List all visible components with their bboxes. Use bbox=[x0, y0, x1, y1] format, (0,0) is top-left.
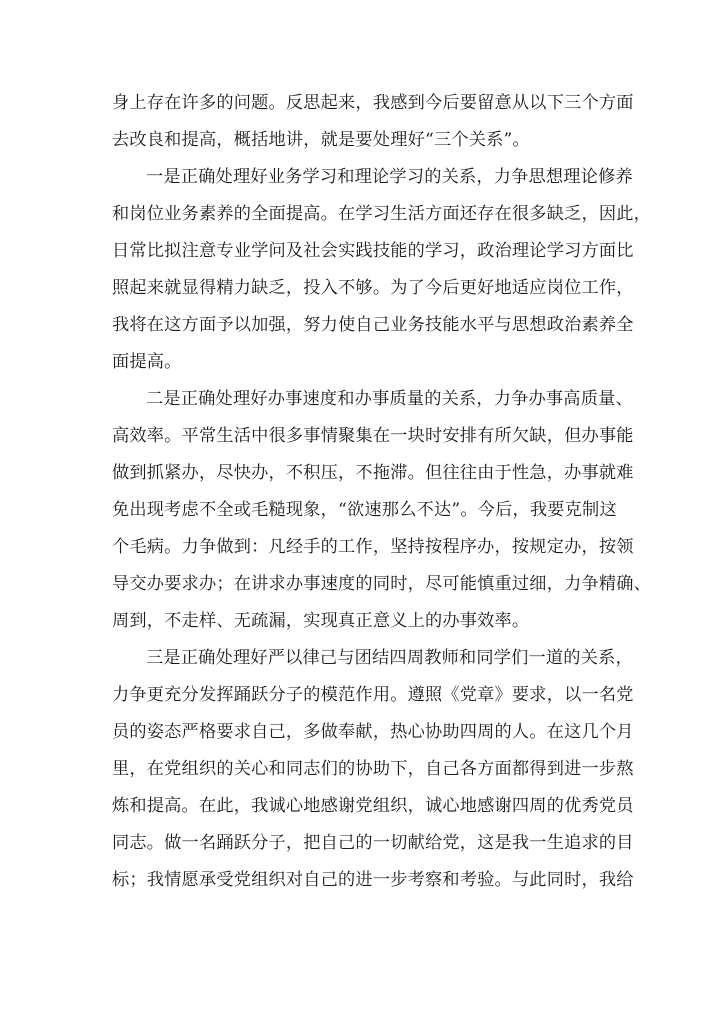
text-line: 同志。做一名踊跃分子，把自己的一切献给党，这是我一生追求的目 bbox=[112, 833, 634, 853]
text-line: 做到抓紧办，尽快办，不积压，不拖滞。但往往由于性急，办事就难 bbox=[112, 463, 634, 483]
text-line: 面提高。 bbox=[112, 352, 182, 372]
text-line: 导交办要求办；在讲求办事速度的同时，尽可能慎重过细，力争精确、 bbox=[112, 574, 652, 594]
text-line: 力争更充分发挥踊跃分子的模范作用。遵照《党章》要求，以一名党 bbox=[112, 685, 634, 705]
text-line: 炼和提高。在此，我诚心地感谢党组织，诚心地感谢四周的优秀党员 bbox=[112, 796, 634, 816]
text-line: 高效率。平常生活中很多事情聚集在一块时安排有所欠缺，但办事能 bbox=[112, 426, 634, 446]
text-line: 标；我情愿承受党组织对自己的进一步考察和考验。与此同时，我给 bbox=[112, 870, 634, 890]
text-line: 周到，不走样、无疏漏，实现真正意义上的办事效率。 bbox=[112, 611, 530, 631]
text-line: 日常比拟注意专业学问及社会实践技能的学习，政治理论学习方面比 bbox=[112, 241, 634, 261]
text-line: 和岗位业务素养的全面提高。在学习生活方面还存在很多缺乏，因此， bbox=[112, 204, 652, 224]
paragraph-first-line: 三是正确处理好严以律己与团结四周教师和同学们一道的关系， bbox=[146, 648, 633, 668]
paragraph-first-line: 二是正确处理好办事速度和办事质量的关系，力争办事高质量、 bbox=[146, 389, 633, 409]
text-line: 我将在这方面予以加强，努力使自己业务技能水平与思想政治素养全 bbox=[112, 315, 634, 335]
text-line: 照起来就显得精力缺乏，投入不够。为了今后更好地适应岗位工作， bbox=[112, 278, 634, 298]
text-line: 里，在党组织的关心和同志们的协助下，自己各方面都得到进一步熬 bbox=[112, 759, 634, 779]
text-line: 个毛病。力争做到：凡经手的工作，坚持按程序办，按规定办，按领 bbox=[112, 537, 634, 557]
paragraph-first-line: 一是正确处理好业务学习和理论学习的关系，力争思想理论修养 bbox=[146, 167, 633, 187]
text-line: 员的姿态严格要求自己，多做奉献，热心协助四周的人。在这几个月 bbox=[112, 722, 634, 742]
text-line: 身上存在许多的问题。反思起来，我感到今后要留意从以下三个方面 bbox=[112, 93, 634, 113]
text-line: 去改良和提高，概括地讲，就是要处理好“三个关系”。 bbox=[112, 130, 530, 150]
text-line: 免出现考虑不全或毛糙现象，“欲速那么不达”。今后，我要克制这 bbox=[112, 500, 617, 520]
